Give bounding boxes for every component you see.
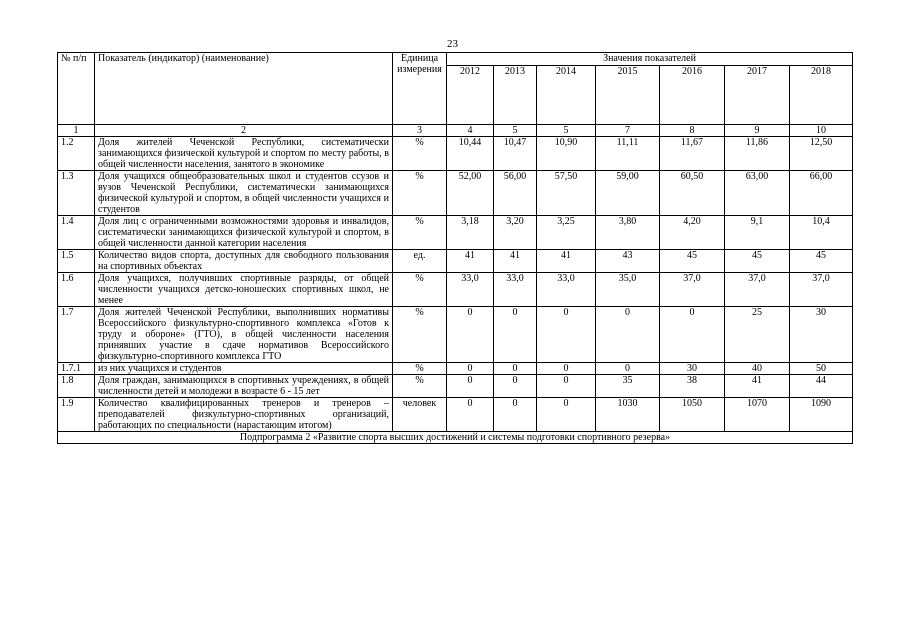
row-unit: % — [393, 375, 447, 398]
row-value: 38 — [660, 375, 725, 398]
row-value: 0 — [660, 307, 725, 363]
row-value: 37,0 — [660, 273, 725, 307]
table-row — [58, 307, 853, 363]
row-value: 45 — [660, 250, 725, 273]
row-value: 30 — [660, 363, 725, 375]
header-indicator: Показатель (индикатор) (наименование) — [95, 53, 393, 125]
row-value: 25 — [725, 307, 790, 363]
column-numbers-row — [58, 125, 853, 137]
row-value: 35,0 — [596, 273, 660, 307]
page-number: 23 — [447, 38, 458, 50]
column-number: 8 — [660, 125, 725, 137]
column-number: 9 — [725, 125, 790, 137]
column-number: 2 — [95, 125, 393, 137]
row-value: 10,4 — [790, 216, 853, 250]
row-value: 9,1 — [725, 216, 790, 250]
year-cell: 2018 — [790, 66, 853, 125]
table-row — [58, 273, 853, 307]
row-value: 0 — [494, 307, 537, 363]
year-cell: 2015 — [596, 66, 660, 125]
row-number: 1.9 — [58, 398, 95, 432]
row-value: 33,0 — [494, 273, 537, 307]
row-value: 11,11 — [596, 137, 660, 171]
column-number: 7 — [596, 125, 660, 137]
row-unit: человек — [393, 398, 447, 432]
row-indicator-name: Доля учащихся, получивших спортивные разряды, от общей численности учащихся детско-юношеских спортивных школ, не менее — [95, 273, 393, 307]
header-unit: Единица измерения — [393, 53, 447, 125]
row-number: 1.8 — [58, 375, 95, 398]
row-unit: % — [393, 216, 447, 250]
row-indicator-name: Доля учащихся общеобразовательных школ и студентов ссузов и вузов Чеченской Республики, систематически занимающихся физической культурой и спортом, в общей численности учащихся и студентов — [95, 171, 393, 216]
row-number: 1.4 — [58, 216, 95, 250]
row-value: 3,25 — [537, 216, 596, 250]
row-number: 1.7.1 — [58, 363, 95, 375]
year-cell: 2012 — [447, 66, 494, 125]
row-value: 41 — [537, 250, 596, 273]
row-value: 1070 — [725, 398, 790, 432]
column-number: 3 — [393, 125, 447, 137]
header-values: Значения показателей — [447, 53, 853, 66]
year-cell: 2014 — [537, 66, 596, 125]
row-indicator-name: Доля граждан, занимающихся в спортивных учреждениях, в общей численности детей и молодежи в возрасте 6 - 15 лет — [95, 375, 393, 398]
row-value: 0 — [537, 307, 596, 363]
row-value: 3,20 — [494, 216, 537, 250]
row-value: 33,0 — [537, 273, 596, 307]
column-number: 5 — [537, 125, 596, 137]
row-unit: % — [393, 307, 447, 363]
row-value: 41 — [725, 375, 790, 398]
row-value: 33,0 — [447, 273, 494, 307]
row-value: 4,20 — [660, 216, 725, 250]
row-value: 30 — [790, 307, 853, 363]
table-row — [58, 363, 853, 375]
row-value: 37,0 — [790, 273, 853, 307]
row-value: 66,00 — [790, 171, 853, 216]
table-row — [58, 375, 853, 398]
row-indicator-name: Количество квалифицированных тренеров и тренеров – преподавателей физкультурно-спортивных организаций, работающих по специальности (нарастающим итогом) — [95, 398, 393, 432]
row-value: 0 — [447, 307, 494, 363]
row-unit: % — [393, 171, 447, 216]
row-number: 1.2 — [58, 137, 95, 171]
row-value: 0 — [596, 363, 660, 375]
row-value: 10,47 — [494, 137, 537, 171]
row-number: 1.7 — [58, 307, 95, 363]
row-value: 0 — [447, 363, 494, 375]
subprogram-title: Подпрограмма 2 «Развитие спорта высших достижений и системы подготовки спортивного резерва» — [58, 432, 853, 444]
row-value: 0 — [537, 363, 596, 375]
year-cell: 2013 — [494, 66, 537, 125]
row-value: 11,86 — [725, 137, 790, 171]
row-number: 1.5 — [58, 250, 95, 273]
row-value: 50 — [790, 363, 853, 375]
row-value: 45 — [725, 250, 790, 273]
row-value: 45 — [790, 250, 853, 273]
row-indicator-name: Доля жителей Чеченской Республики, выполнивших нормативы Всероссийского физкультурно-спортивного комплекса «Готов к труду и обороне» (ГТО), в общей численности населения принявших участие в сдаче нормативов Всероссийского физкультурно-спортивного комплекса ГТО — [95, 307, 393, 363]
row-value: 56,00 — [494, 171, 537, 216]
row-value: 10,44 — [447, 137, 494, 171]
row-value: 0 — [494, 398, 537, 432]
header-no: № п/п — [58, 53, 95, 125]
row-value: 44 — [790, 375, 853, 398]
row-indicator-name: Количество видов спорта, доступных для свободного пользования на спортивных объектах — [95, 250, 393, 273]
row-value: 1050 — [660, 398, 725, 432]
row-value: 0 — [447, 398, 494, 432]
year-cell: 2017 — [725, 66, 790, 125]
row-value: 43 — [596, 250, 660, 273]
header-row — [58, 53, 853, 66]
row-indicator-name: Доля лиц с ограниченными возможностями здоровья и инвалидов, систематически занимающихся физической культурой и спортом, в общей численности данной категории населения — [95, 216, 393, 250]
row-unit: ед. — [393, 250, 447, 273]
row-value: 0 — [494, 375, 537, 398]
row-indicator-name: из них учащихся и студентов — [95, 363, 393, 375]
row-value: 59,00 — [596, 171, 660, 216]
row-value: 35 — [596, 375, 660, 398]
row-value: 3,80 — [596, 216, 660, 250]
row-value: 0 — [494, 363, 537, 375]
row-value: 52,00 — [447, 171, 494, 216]
row-value: 41 — [447, 250, 494, 273]
row-value: 11,67 — [660, 137, 725, 171]
row-value: 0 — [596, 307, 660, 363]
row-number: 1.6 — [58, 273, 95, 307]
row-value: 0 — [537, 398, 596, 432]
column-number: 10 — [790, 125, 853, 137]
row-value: 57,50 — [537, 171, 596, 216]
row-unit: % — [393, 273, 447, 307]
row-value: 40 — [725, 363, 790, 375]
table-row — [58, 398, 853, 432]
row-value: 37,0 — [725, 273, 790, 307]
row-number: 1.3 — [58, 171, 95, 216]
row-unit: % — [393, 137, 447, 171]
year-cell: 2016 — [660, 66, 725, 125]
table-row — [58, 171, 853, 216]
row-value: 0 — [537, 375, 596, 398]
column-number: 4 — [447, 125, 494, 137]
row-value: 60,50 — [660, 171, 725, 216]
row-value: 10,90 — [537, 137, 596, 171]
table-row — [58, 137, 853, 171]
row-value: 1090 — [790, 398, 853, 432]
subprogram-row — [58, 432, 853, 444]
row-value: 3,18 — [447, 216, 494, 250]
column-number: 1 — [58, 125, 95, 137]
row-value: 12,50 — [790, 137, 853, 171]
indicators-table — [57, 52, 853, 444]
table-row — [58, 250, 853, 273]
row-value: 41 — [494, 250, 537, 273]
row-value: 0 — [447, 375, 494, 398]
row-unit: % — [393, 363, 447, 375]
column-number: 5 — [494, 125, 537, 137]
row-value: 1030 — [596, 398, 660, 432]
row-indicator-name: Доля жителей Чеченской Республики, систематически занимающихся физической культурой и спортом по месту работы, в общей численности населения, занятого в экономике — [95, 137, 393, 171]
table-row — [58, 216, 853, 250]
row-value: 63,00 — [725, 171, 790, 216]
